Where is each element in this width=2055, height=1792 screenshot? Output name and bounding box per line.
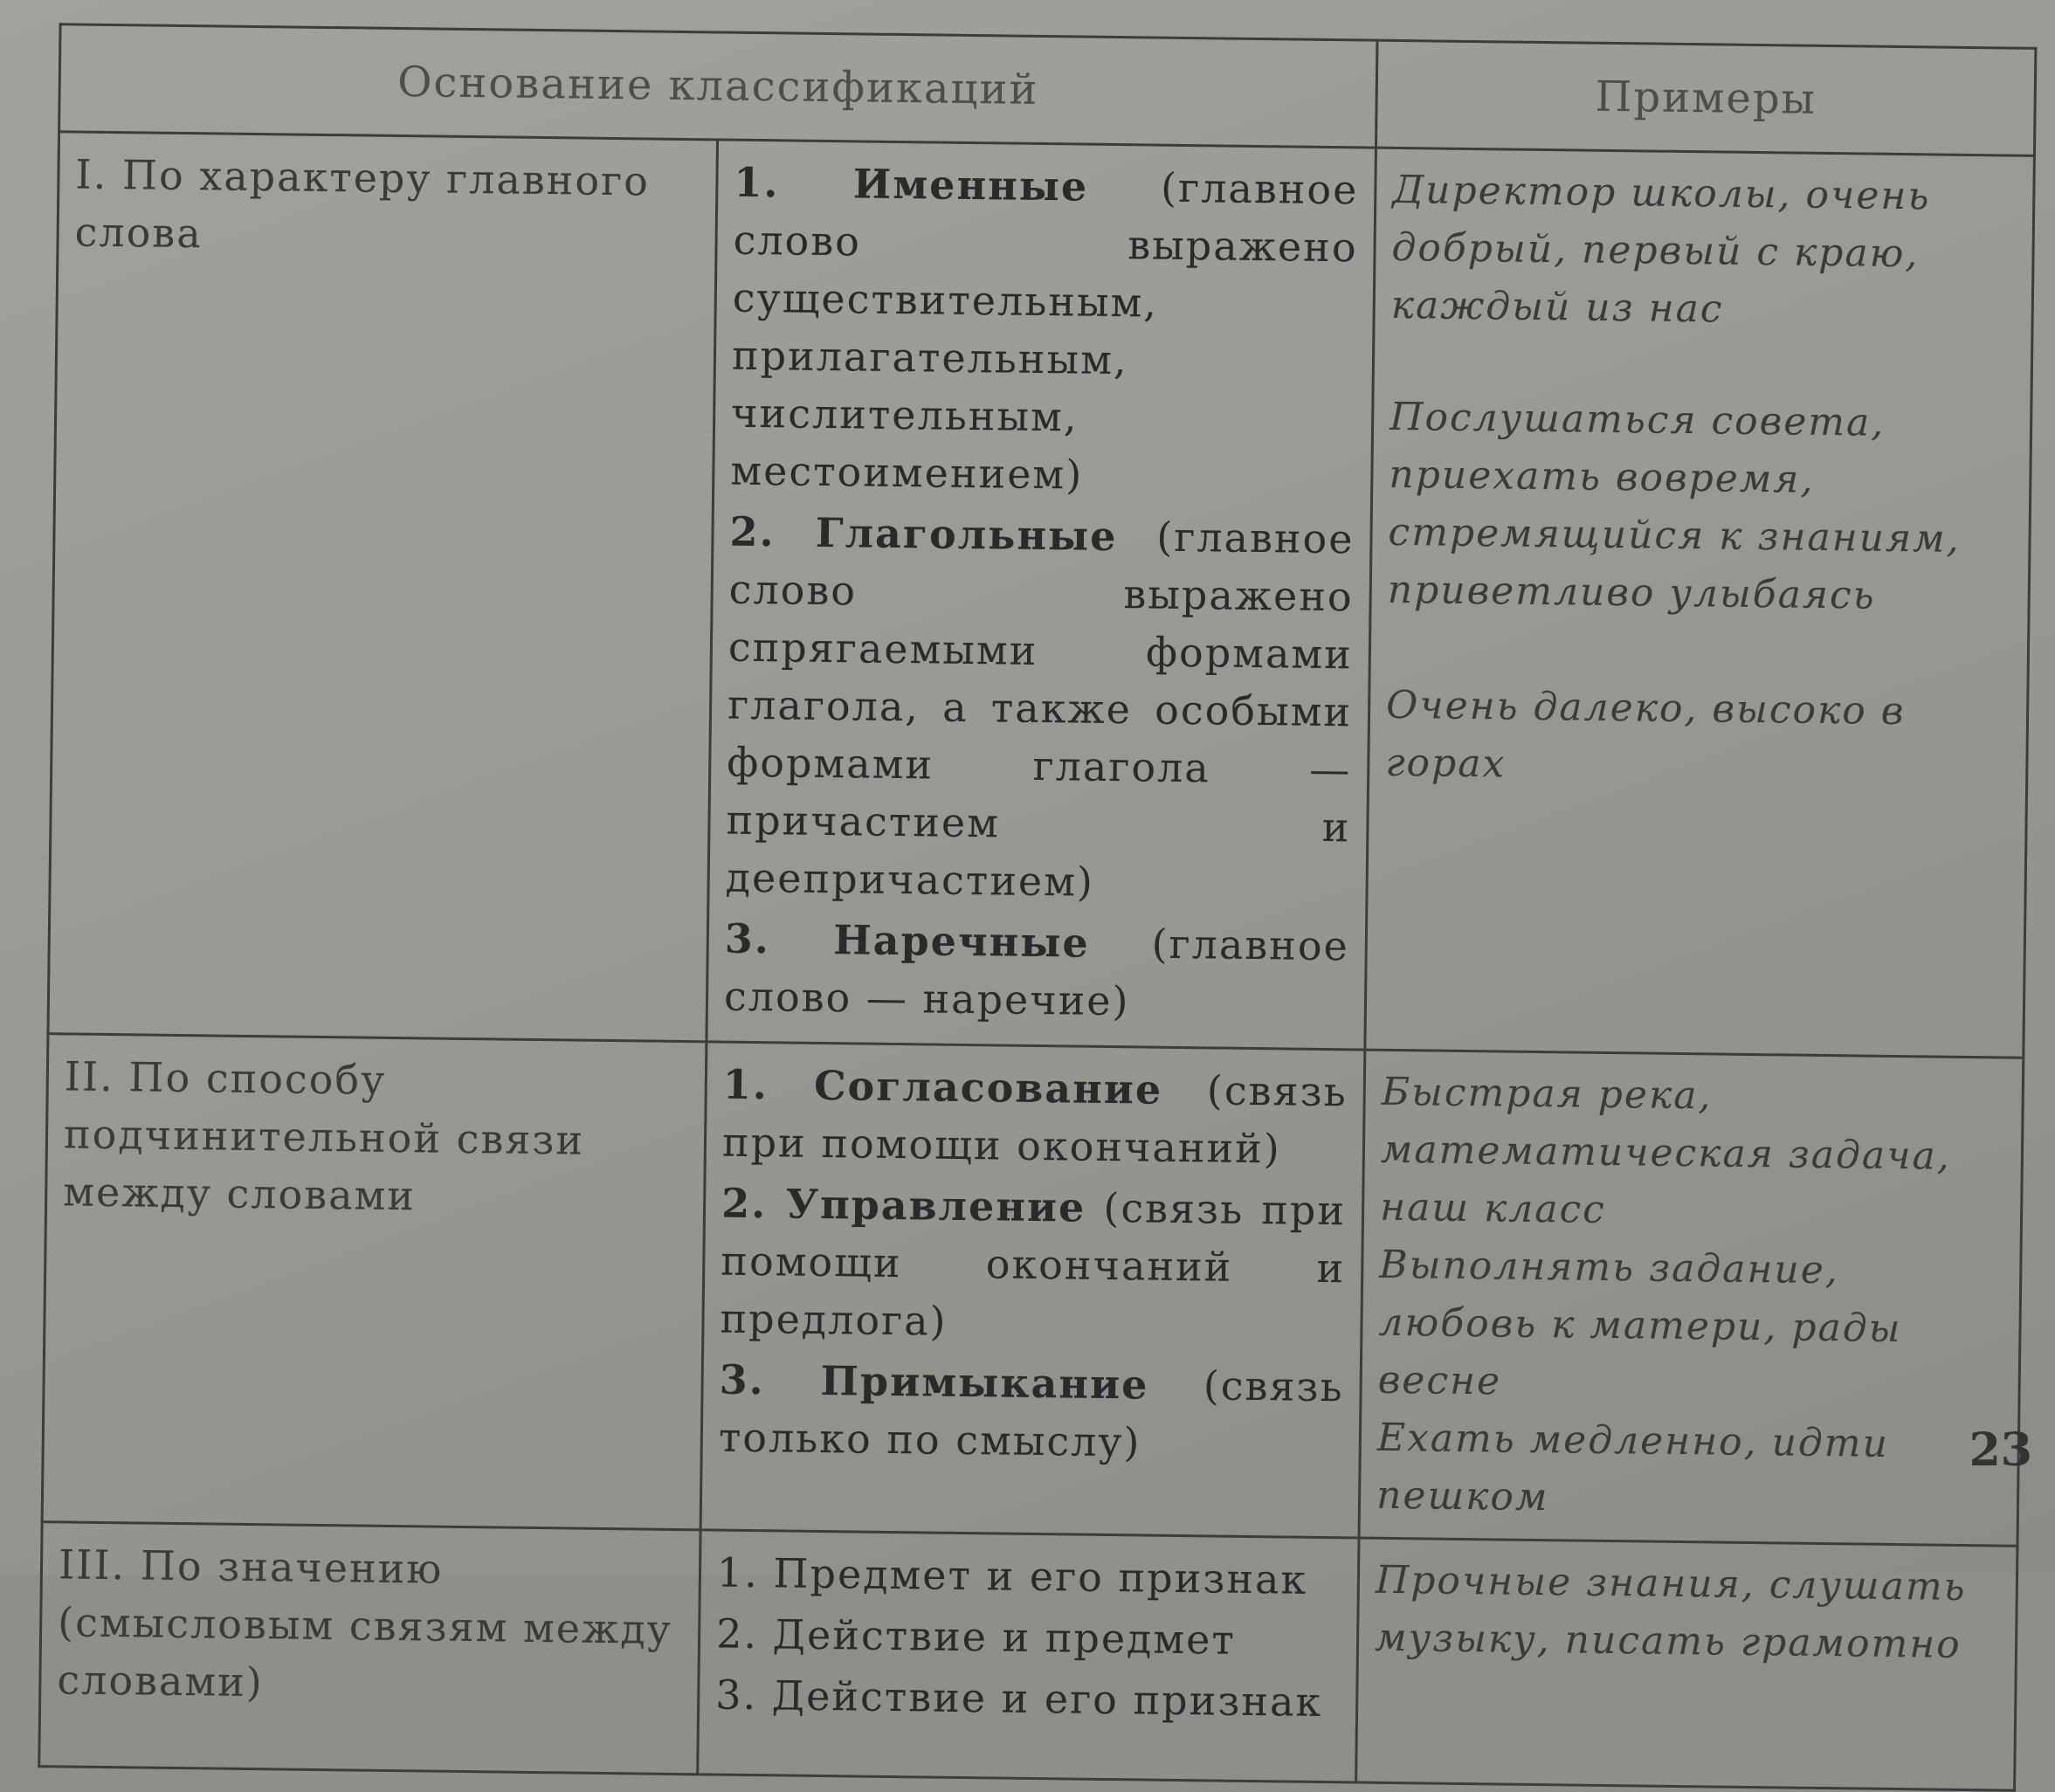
example-text: Прочные знания, слушать музыку, писать грамотно [1374, 1557, 1967, 1667]
type-item: 1. Предмет и его признак [716, 1548, 1308, 1603]
type-item: 2. Действие и предмет [715, 1609, 1237, 1664]
type-desc: (главное слово выражено существительным, прилагательным, числительным, местоимением) [730, 162, 1359, 499]
type-item [730, 154, 1359, 507]
type-name: 1. Именные [734, 158, 1089, 210]
example-text: Послушаться совета, приехать вовремя, стремящийся к знаниям, приветливо улыбаясь [1387, 394, 1961, 618]
type-item [724, 910, 1350, 1033]
type-item: 3. Действие и его признак [714, 1671, 1323, 1727]
criterion-cell: I. По характеру главного слова [48, 132, 718, 1042]
classification-table [38, 23, 2037, 1792]
type-desc: (главное слово — наречие) [723, 919, 1350, 1025]
table-row [42, 1034, 2024, 1547]
example-text: Директор школы, очень добрый, первый с краю, каждый из нас [1390, 167, 1931, 332]
example-text: Быстрая река, математическая задача, наш класс [1379, 1069, 1952, 1232]
example-text: Выполнять задание, любовь к матери, рады весне [1377, 1242, 1902, 1404]
example-text: Ехать медленно, идти пешком [1376, 1415, 1890, 1520]
examples-cell [1359, 1050, 2024, 1546]
criterion-cell: II. По способу подчинительной связи между словами [42, 1034, 707, 1530]
header-examples: Примеры [1376, 40, 2035, 155]
type-name: 2. Глагольные [729, 507, 1118, 561]
type-name: 2. Управление [721, 1179, 1086, 1231]
types-cell [698, 1530, 1359, 1782]
type-item [718, 1351, 1344, 1474]
examples-cell [1356, 1538, 2017, 1790]
type-desc: (главное слово выражено спрягаемыми формами глагола, а также особыми формами глагола — причастием и деепричастием) [725, 513, 1355, 906]
table-row [39, 1522, 2017, 1791]
type-name: 1. Согласование [722, 1060, 1163, 1113]
examples-cell [1365, 148, 2035, 1058]
type-desc: (связь только по смыслу) [718, 1361, 1344, 1466]
types-cell [707, 140, 1376, 1050]
types-cell [700, 1042, 1365, 1538]
type-name: 3. Наречные [724, 914, 1090, 967]
table-row [48, 132, 2034, 1058]
type-desc: (связь при помощи окончаний и предлога) [720, 1183, 1347, 1345]
type-item [722, 1056, 1348, 1179]
header-basis: Основание классификаций [59, 24, 1377, 148]
type-item [725, 503, 1355, 914]
type-desc: (связь при помощи окончаний) [721, 1065, 1348, 1173]
example-text: Очень далеко, высоко в горах [1385, 682, 1906, 787]
type-item [720, 1175, 1346, 1355]
page-number: 23 [1969, 1423, 2032, 1477]
criterion-cell: III. По значению (смысловым связям между словами) [39, 1522, 700, 1775]
type-name: 3. Примыкание [719, 1355, 1149, 1409]
